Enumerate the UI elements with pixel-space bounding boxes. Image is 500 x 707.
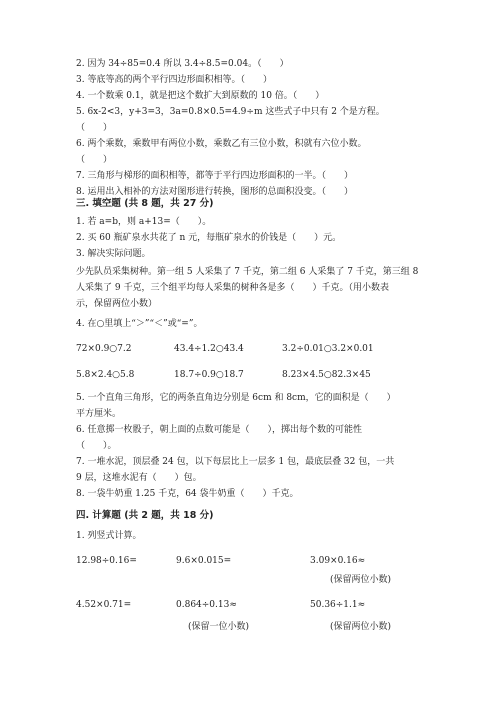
calc-1-3: 3.09×0.16≈ <box>310 556 366 566</box>
calc-intro: 1. 列竖式计算。 <box>76 531 142 541</box>
compare-1-2: 43.4÷1.2○43.4 <box>174 344 244 354</box>
calc-2-1: 4.52×0.71= <box>76 600 132 610</box>
fill-item-7-cont: 9 层，这堆水泥有（ ）包。 <box>76 473 202 483</box>
judgment-item-5: 5. 6x-2<3，y+3=3，3a=0.8×0.5=4.9÷m 这些式子中只有 2 个是方程。 <box>76 107 385 117</box>
judgment-item-6: 6. 两个乘数，乘数甲有两位小数，乘数乙有三位小数，积就有六位小数。 <box>76 139 367 149</box>
fill-item-1: 1. 若 a=b，则 a+13=（ ）。 <box>76 217 212 227</box>
fill-item-6: 6. 任意掷一枚骰子，朝上面的点数可能是（ ），掷出每个数的可能性 <box>76 425 362 435</box>
compare-2-3: 8.23×4.5○82.3×45 <box>282 370 371 380</box>
compare-1-1: 72×0.9○7.2 <box>76 344 132 354</box>
judgment-item-7: 7. 三角形与梯形的面积相等，都等于平行四边形面积的一半。（ ） <box>76 171 353 181</box>
compare-1-3: 3.2÷0.01○3.2×0.01 <box>282 344 374 354</box>
fill-item-4: 4. 在○里填上“＞”“＜”或“=”。 <box>76 319 203 329</box>
judgment-item-3: 3. 等底等高的两个平行四边形面积相等。（ ） <box>76 75 272 85</box>
fill-item-3-text-2: 人采集了 9 千克，三个组平均每人采集的树种各是多（ ）千克。（用小数表 <box>76 283 389 293</box>
fill-item-5-cont: 平方厘米。 <box>76 409 122 419</box>
section-4-heading: 四. 计算题 (共 2 题，共 18 分) <box>76 510 214 521</box>
fill-item-3-text-3: 示，保留两位小数） <box>76 299 158 309</box>
calc-1-2: 9.6×0.015= <box>176 556 232 566</box>
judgment-item-4: 4. 一个数乘 0.1，就是把这个数扩大到原数的 10 倍。（ ） <box>76 91 325 101</box>
calc-2-2: 0.864÷0.13≈ <box>176 600 237 610</box>
fill-item-5: 5. 一个直角三角形，它的两条直角边分别是 6cm 和 8cm，它的面积是（ ） <box>76 393 396 403</box>
fill-item-3-text-1: 少先队员采集树种。第一组 5 人采集了 7 千克，第二组 6 人采集了 7 千克，第三组 8 <box>76 267 419 277</box>
judgment-item-6-blank: （ ） <box>76 155 113 165</box>
calc-2-2-note: (保留一位小数) <box>188 622 250 632</box>
compare-2-1: 5.8×2.4○5.8 <box>76 370 135 380</box>
judgment-item-5-blank: （ ） <box>76 123 113 133</box>
calc-2-3-note: (保留两位小数) <box>330 622 392 632</box>
fill-item-6-cont: （ ）。 <box>76 441 117 451</box>
calc-2-3: 50.36÷1.1≈ <box>310 600 366 610</box>
calc-1-1: 12.98÷0.16= <box>76 556 137 566</box>
fill-item-8: 8. 一袋牛奶重 1.25 千克，64 袋牛奶重（ ）千克。 <box>76 489 299 499</box>
fill-item-7: 7. 一堆水泥，顶层叠 24 包，以下每层比上一层多 1 包，最底层叠 32 包，一共 <box>76 457 395 467</box>
fill-item-2: 2. 买 60 瓶矿泉水共花了 n 元，每瓶矿泉水的价钱是（ ）元。 <box>76 233 342 243</box>
calc-1-3-note: (保留两位小数) <box>330 575 392 585</box>
fill-item-3: 3. 解决实际问题。 <box>76 249 151 259</box>
section-3-heading: 三. 填空题 (共 8 题，共 27 分) <box>76 198 214 209</box>
judgment-item-8: 8. 运用出入相补的方法对图形进行转换，图形的总面积没变。（ ） <box>76 187 353 197</box>
compare-2-2: 18.7÷0.9○18.7 <box>174 370 244 380</box>
judgment-item-2: 2. 因为 34÷85=0.4 所以 3.4÷8.5=0.04。（ ） <box>76 59 289 69</box>
